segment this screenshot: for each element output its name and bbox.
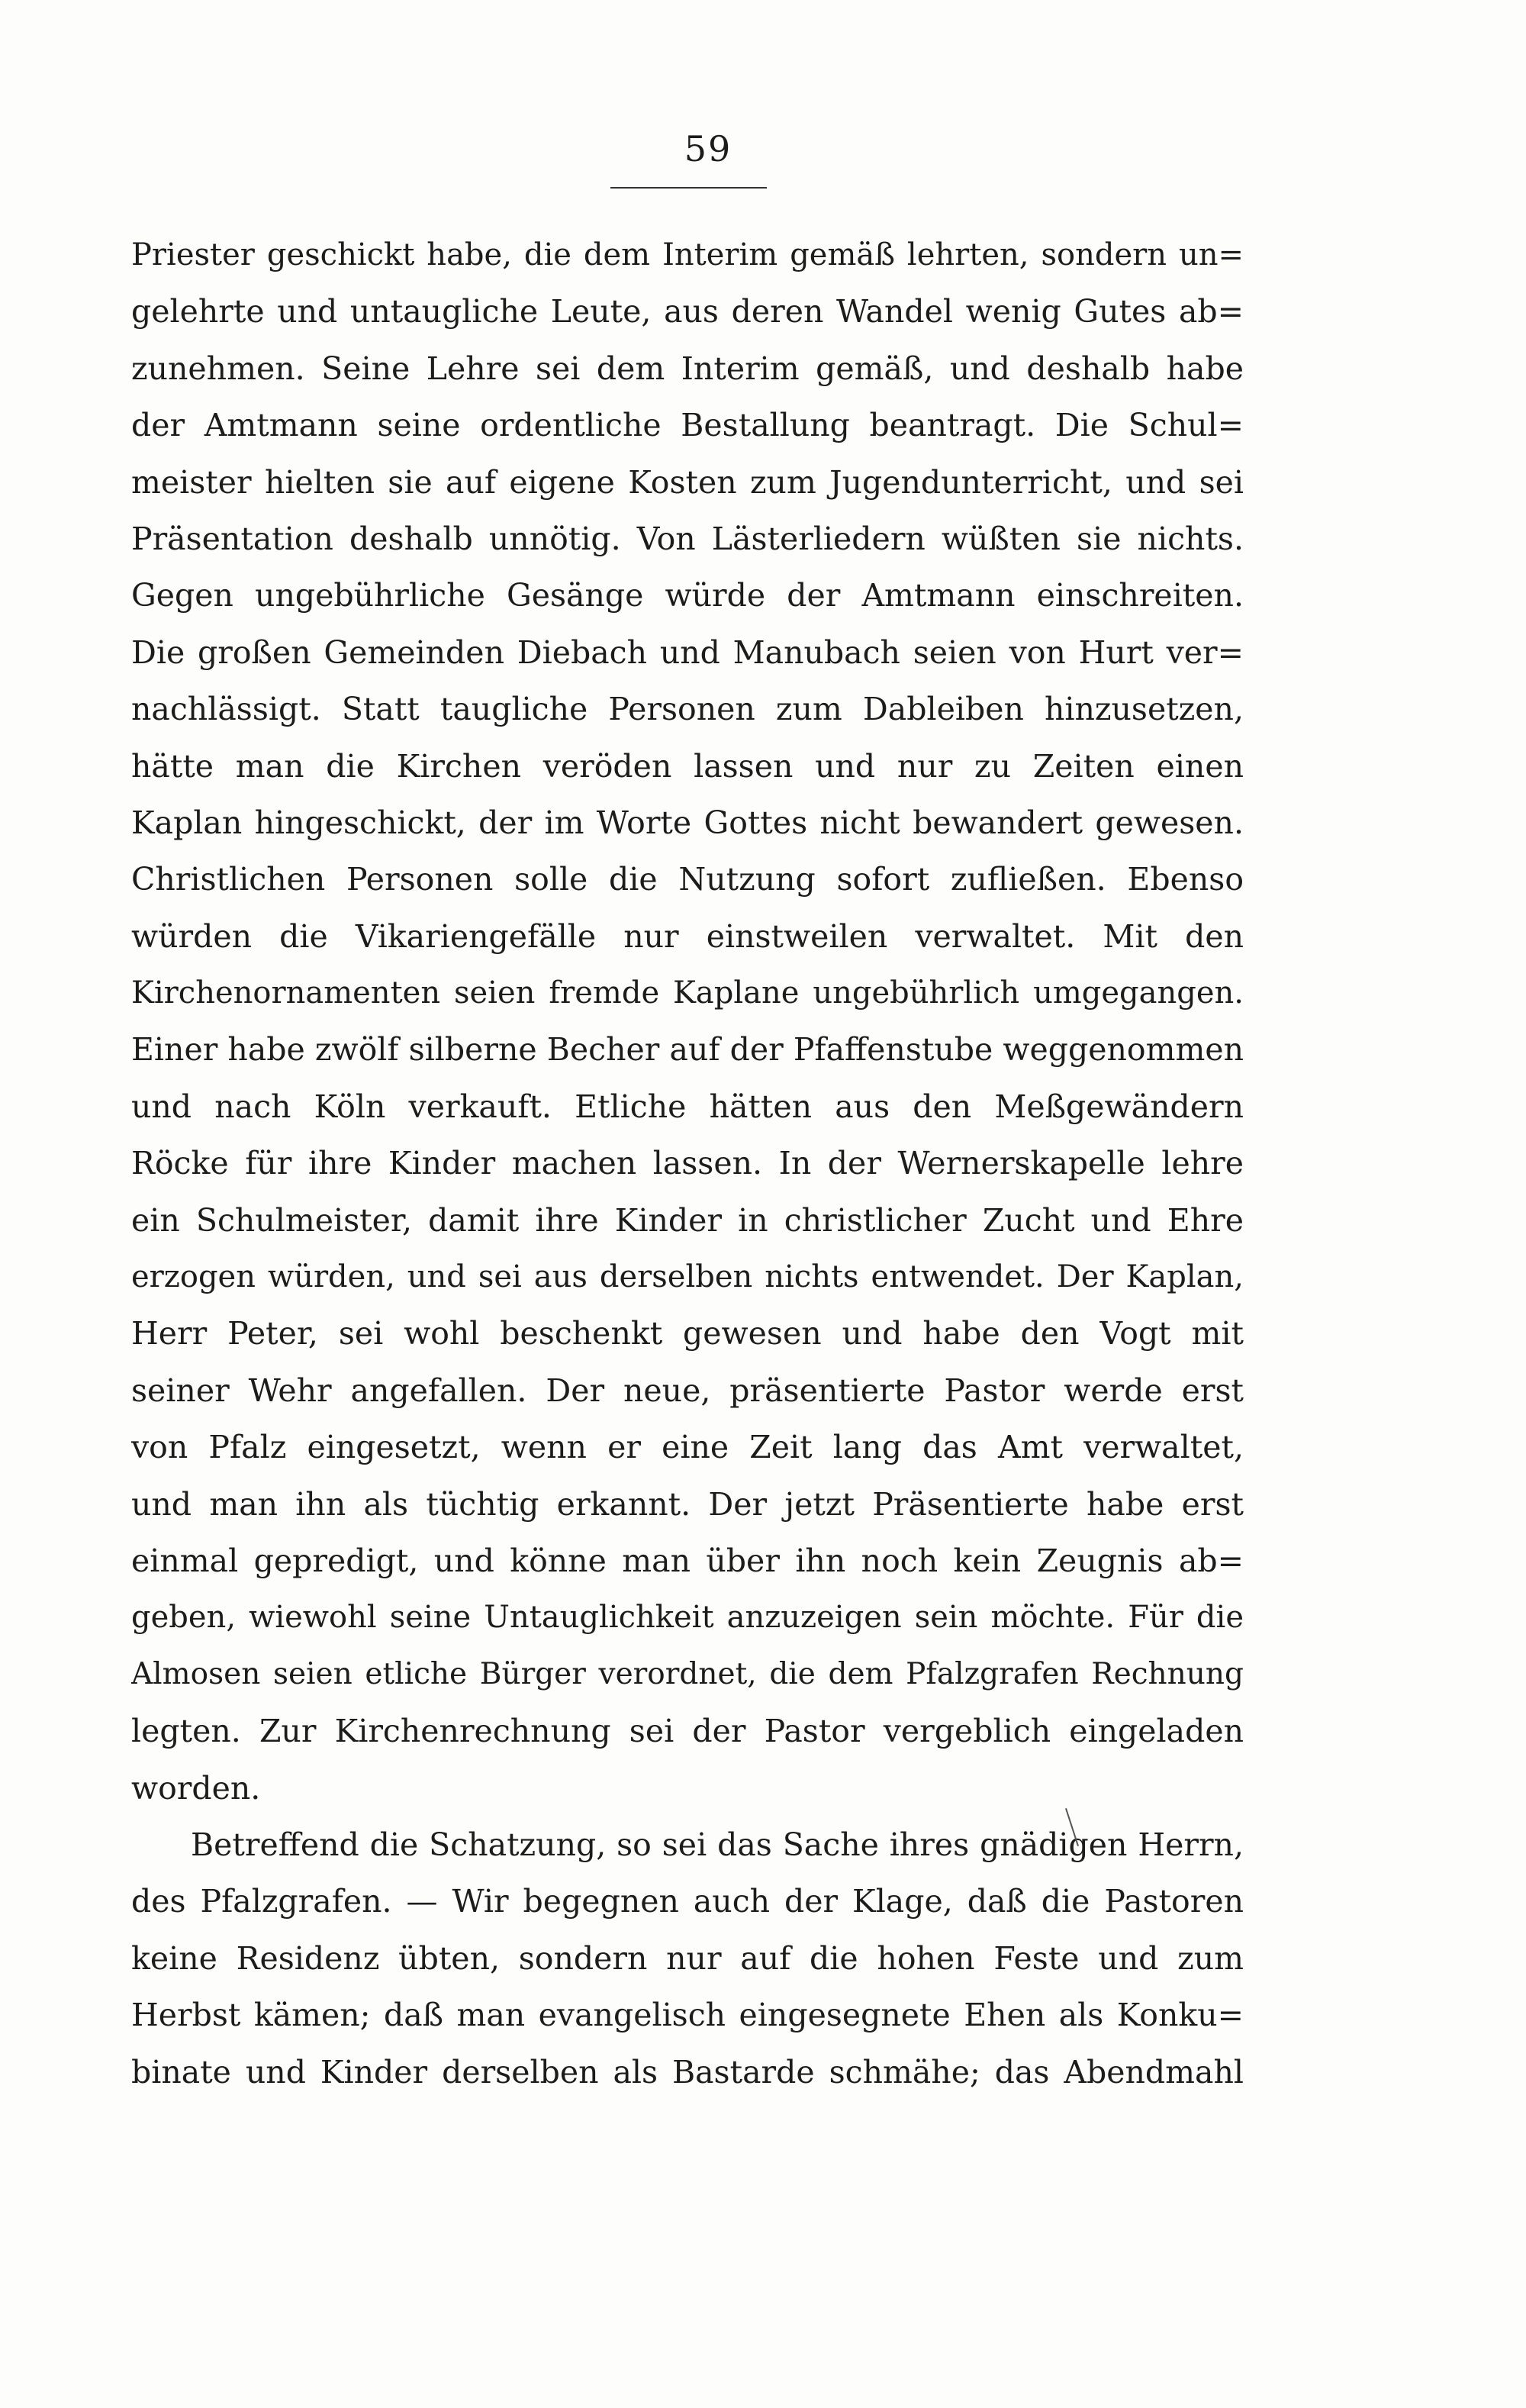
paragraph-end-line: worden. [131, 1769, 261, 1807]
text-line: meister hielten sie auf eigene Kosten zum Jugendunterricht, und sei [131, 463, 1244, 501]
text-line: Die großen Gemeinden Diebach und Manubach seien von Hurt ver= [131, 633, 1244, 671]
text-line: Kaplan hingeschickt, der im Worte Gottes nicht bewandert gewesen. [131, 804, 1244, 841]
paragraph-start-line: Betreffend die Schatzung, so sei das Sache ihres gnädigen Herrn, [191, 1826, 1244, 1863]
text-line: des Pfalzgrafen. — Wir begegnen auch der Klage, daß die Pastoren [131, 1883, 1244, 1920]
text-line: Präsentation deshalb unnötig. Von Lästerliedern wüßten sie nichts. [131, 520, 1244, 557]
text-line: und man ihn als tüchtig erkannt. Der jetzt Präsentierte habe erst [131, 1485, 1244, 1523]
text-line: zunehmen. Seine Lehre sei dem Interim gemäß, und deshalb habe [131, 350, 1244, 387]
text-line: binate und Kinder derselben als Bastarde schmähe; das Abendmahl [131, 2053, 1244, 2090]
text-line: von Pfalz eingesetzt, wenn er eine Zeit lang das Amt verwaltet, [131, 1429, 1244, 1466]
body-text [131, 227, 1244, 2100]
text-line: Herr Peter, sei wohl beschenkt gewesen und habe den Vogt mit [131, 1315, 1244, 1352]
text-line: ein Schulmeister, damit ihre Kinder in christlicher Zucht und Ehre [131, 1201, 1244, 1239]
text-line: gelehrte und untaugliche Leute, aus deren Wandel wenig Gutes ab= [131, 293, 1244, 330]
page-number: 59 [684, 128, 732, 169]
text-line: der Amtmann seine ordentliche Bestallung beantragt. Die Schul= [131, 407, 1244, 444]
text-line: seiner Wehr angefallen. Der neue, präsentierte Pastor werde erst [131, 1372, 1244, 1409]
text-line: Almosen seien etliche Bürger verordnet, die dem Pfalzgrafen Rechnung [131, 1656, 1244, 1691]
text-line: Christlichen Personen solle die Nutzung sofort zufließen. Ebenso [131, 861, 1244, 898]
text-line: Kirchenornamenten seien fremde Kaplane ungebührlich umgegangen. [131, 975, 1244, 1011]
text-line: Gegen ungebührliche Gesänge würde der Amtmann einschreiten. [131, 577, 1244, 614]
text-line: hätte man die Kirchen veröden lassen und nur zu Zeiten einen [131, 747, 1244, 785]
text-line: Röcke für ihre Kinder machen lassen. In der Wernerskapelle lehre [131, 1145, 1244, 1182]
text-line: keine Residenz übten, sondern nur auf die hohen Feste und zum [131, 1939, 1244, 1977]
text-line: Einer habe zwölf silberne Becher auf der Pfaffenstube weggenommen [131, 1031, 1244, 1069]
text-line: würden die Vikariengefälle nur einstweilen verwaltet. Mit den [131, 917, 1244, 955]
text-line: legten. Zur Kirchenrechnung sei der Pastor vergeblich eingeladen [131, 1713, 1244, 1750]
text-line: Priester geschickt habe, die dem Interim gemäß lehrten, sondern un= [131, 237, 1244, 272]
text-line: einmal gepredigt, und könne man über ihn noch kein Zeugnis ab= [131, 1542, 1244, 1579]
text-line: nachlässigt. Statt taugliche Personen zum Dableiben hinzusetzen, [131, 691, 1244, 728]
text-line: erzogen würden, und sei aus derselben nichts entwendet. Der Kaplan, [131, 1259, 1244, 1295]
text-line: Herbst kämen; daß man evangelisch eingesegnete Ehen als Konku= [131, 1997, 1244, 2034]
text-line: und nach Köln verkauft. Etliche hätten aus den Meßgewändern [131, 1088, 1244, 1125]
text-line: geben, wiewohl seine Untauglichkeit anzuzeigen sein möchte. Für die [131, 1600, 1244, 1636]
page-number-rule [610, 187, 767, 189]
